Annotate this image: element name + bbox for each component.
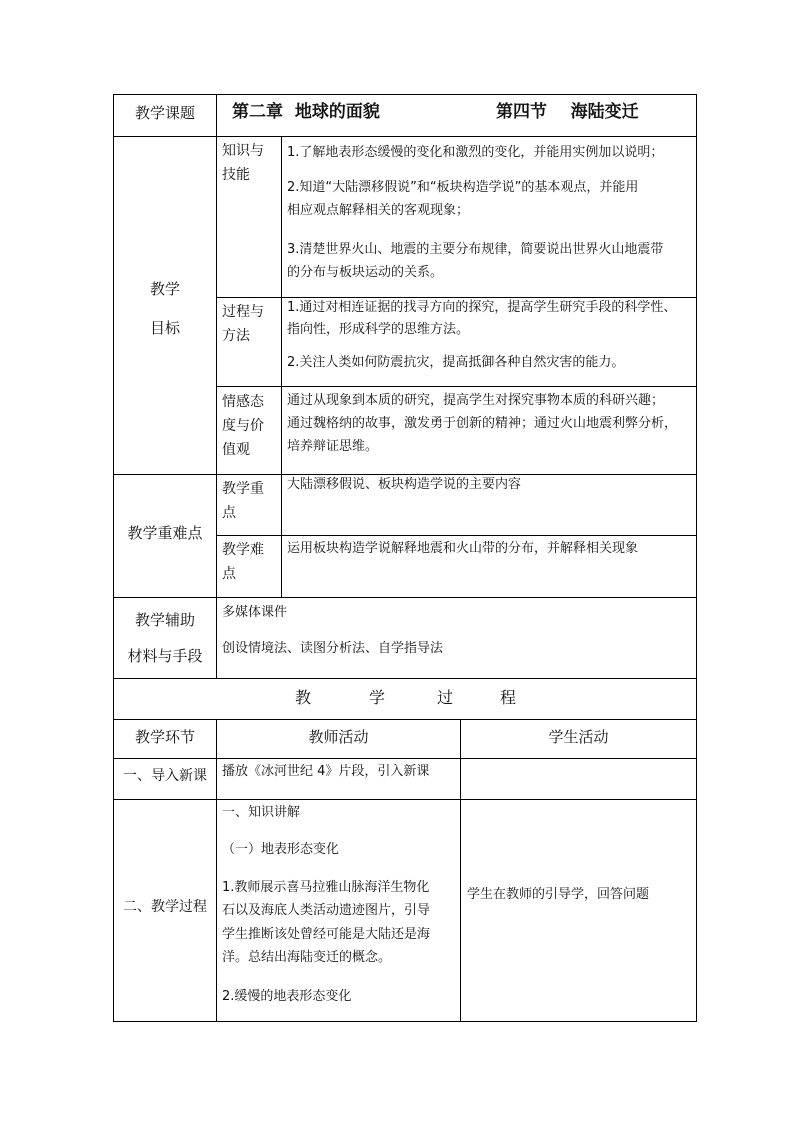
knowledge-item-2b: 相应观点解释相关的客观现象； <box>287 203 470 218</box>
process-label: 过程与 方法 <box>222 304 264 344</box>
knowledge-item-3: 3.清楚世界火山、地震的主要分布规律，简要说出世界火山地震带 <box>287 242 664 257</box>
focus-label: 教学重 点 <box>222 481 264 521</box>
objectives-label: 教学 目标 <box>149 280 180 337</box>
process-item-1b: 指向性，形成科学的思维方法。 <box>287 322 470 337</box>
teacher-main-7: 2.缓慢的地表形态变化 <box>222 989 352 1004</box>
knowledge-item-2: 2.知道“大陆漂移假说”和“板块构造学说”的基本观点，并能用 <box>287 180 639 195</box>
section-title: 第四节 海陆变迁 <box>496 102 639 122</box>
emotion-item-2: 通过魏格纳的故事，激发勇于创新的精神；通过火山地震利弊分析， <box>287 416 678 431</box>
aids-line-2: 创设情境法、读图分析法、自学指导法 <box>222 641 444 656</box>
col-header-teacher: 教师活动 <box>308 728 369 746</box>
difficulty-label: 教学难 点 <box>222 542 264 582</box>
teacher-main-6: 洋。总结出海陆变迁的概念。 <box>222 950 392 965</box>
teacher-main-5: 学生推断该处曾经可能是大陆还是海 <box>222 927 431 942</box>
col-header-student: 学生活动 <box>548 728 609 746</box>
knowledge-label: 知识与 技能 <box>222 143 264 183</box>
header-label: 教学课题 <box>134 104 195 122</box>
teacher-main-3: 1.教师展示喜马拉雅山脉海洋生物化 <box>222 880 430 895</box>
knowledge-item-1: 1.了解地表形态缓慢的变化和激烈的变化，并能用实例加以说明； <box>287 145 664 160</box>
process-item-2: 2.关注人类如何防震抗灾，提高抵御各种自然灾害的能力。 <box>287 355 625 370</box>
teacher-main-4: 石以及海底人类活动遗迹图片，引导 <box>222 903 431 918</box>
stage-intro: 一、导入新课 <box>123 768 207 784</box>
key-points-label: 教学重难点 <box>127 524 203 542</box>
student-main: 学生在教师的引导学，回答问题 <box>467 887 650 902</box>
stage-main: 二、教学过程 <box>123 899 207 915</box>
process-heading: 教 学 过 程 <box>295 688 517 707</box>
aids-label: 教学辅助 材料与手段 <box>127 611 203 665</box>
teacher-intro: 播放《冰河世纪 4》片段，引入新课 <box>222 764 430 779</box>
process-item-1: 1.通过对相连证据的找寻方向的探究，提高学生研究手段的科学性、 <box>287 300 677 315</box>
aids-line-1: 多媒体课件 <box>222 605 288 620</box>
difficulty-text: 运用板块构造学说解释地震和火山带的分布，并解释相关现象 <box>287 541 639 556</box>
emotion-label: 情感态 度与价 值观 <box>222 394 264 458</box>
chapter-title: 第二章 地球的面貌 <box>232 102 380 122</box>
focus-text: 大陆漂移假说、板块构造学说的主要内容 <box>287 477 522 492</box>
teacher-main-2: （一）地表形态变化 <box>222 842 340 857</box>
teacher-main-1: 一、知识讲解 <box>222 805 301 820</box>
col-header-stage: 教学环节 <box>134 728 195 746</box>
emotion-item-3: 培养辩证思维。 <box>287 439 379 454</box>
emotion-item-1: 通过从现象到本质的研究，提高学生对探究事物本质的科研兴趣； <box>287 393 665 408</box>
knowledge-item-3b: 的分布与板块运动的关系。 <box>287 265 444 280</box>
